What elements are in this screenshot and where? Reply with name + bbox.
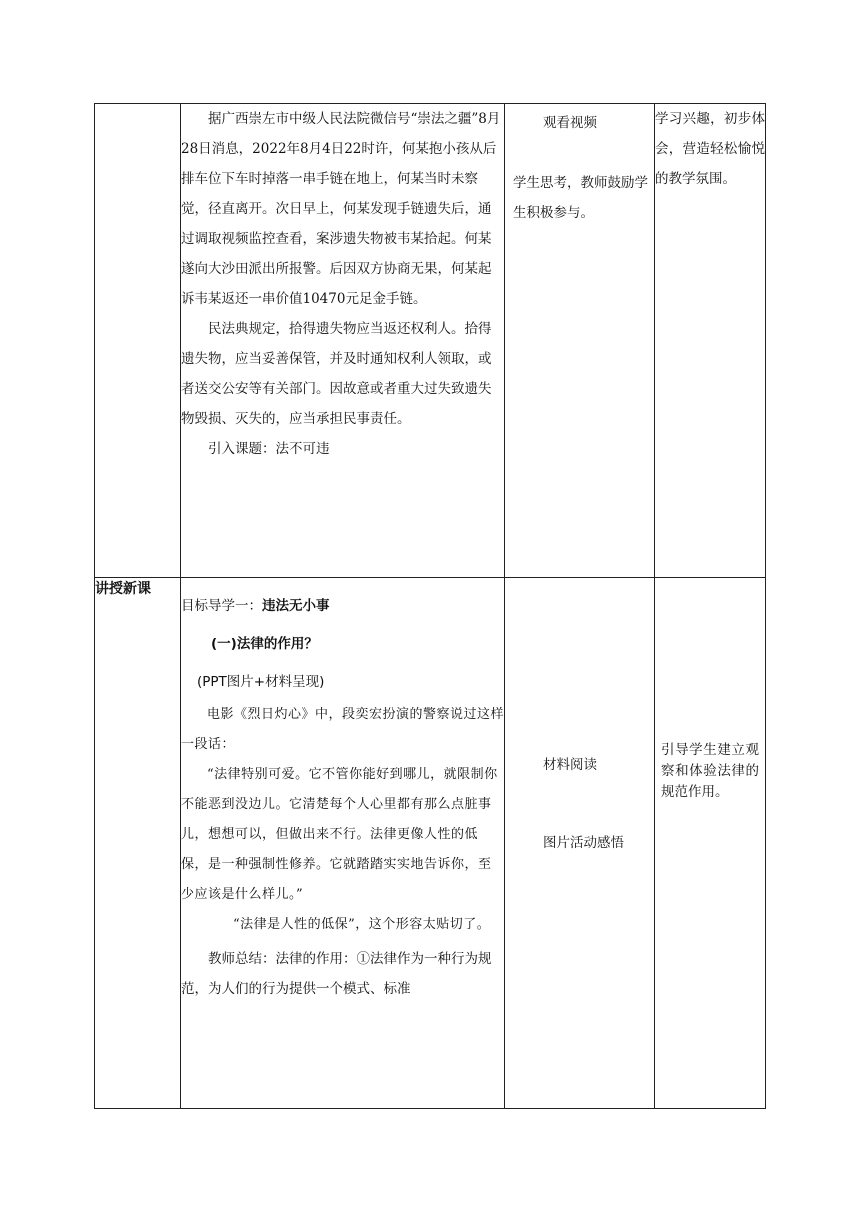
- activity-video: 观看视频: [543, 115, 597, 131]
- goal-heading: 目标导学一：违法无小事: [181, 598, 330, 614]
- content-cell: [181, 578, 505, 1109]
- teacher-summary: 教师总结：法律的作用：①法律作为一种行为规范，为人们的行为提供一个模式、标准: [181, 951, 492, 997]
- purpose-cell: [655, 578, 766, 1109]
- activity-cell: [505, 104, 655, 578]
- movie-quote: “法律特别可爱。它不管你能好到哪儿，就限制你不能恶到没边儿。它清楚每个人心里都有那么点脏事儿，想想可以，但做出来不行。法律更像人性的低保，是一种强制性修养。它就踏踏实实地告诉你，至少应该是什么样儿。”: [181, 767, 498, 902]
- intro-topic: 引入课题：法不可违: [208, 441, 330, 457]
- activity-picture: 图片活动感悟: [543, 835, 624, 851]
- lesson-plan-table: [94, 103, 766, 1109]
- stage-label: 讲授新课: [95, 578, 181, 1109]
- activity-reading: 材料阅读: [543, 757, 597, 773]
- law-paragraph: 民法典规定，拾得遗失物应当返还权利人。拾得遗失物，应当妥善保管，并及时通知权利人领取，或者送交公安等有关部门。因故意或者重大过失致遗失物毁损、灭失的，应当承担民事责任。: [181, 321, 492, 427]
- table-row: [95, 104, 766, 578]
- activity-cell: [505, 578, 655, 1109]
- comment: “法律是人性的低保”，这个形容太贴切了。: [233, 917, 491, 932]
- story-paragraph: 据广西崇左市中级人民法院微信号“崇法之疆”8月28日消息，2022年8月4日22时许，何某抱小孩从后排车位下车时掉落一串手链在地上，何某当时未察觉，径直离开。次日早上，何某发现手链遗失后，通过调取视频监控查看，案涉遗失物被韦某拾起。何某遂向大沙田派出所报警。后因双方协商无果，何某起诉韦某返还一串价值10470元足金手链。: [181, 111, 501, 307]
- purpose-cell: 学习兴趣，初步体会，营造轻松愉悦的教学氛围。: [655, 104, 766, 578]
- movie-intro: 电影《烈日灼心》中，段奕宏扮演的警察说过这样一段话：: [181, 707, 505, 752]
- ppt-note: (PPT图片+材料呈现): [197, 674, 325, 690]
- table-row: [95, 578, 766, 1109]
- activity-think: 学生思考，教师鼓励学生积极参与。: [513, 175, 648, 221]
- content-cell: [181, 104, 505, 578]
- sub-heading: (一)法律的作用？: [211, 636, 318, 652]
- purpose-text: 引导学生建立观察和体验法律的规范作用。: [661, 742, 759, 800]
- stage-cell: [95, 104, 181, 578]
